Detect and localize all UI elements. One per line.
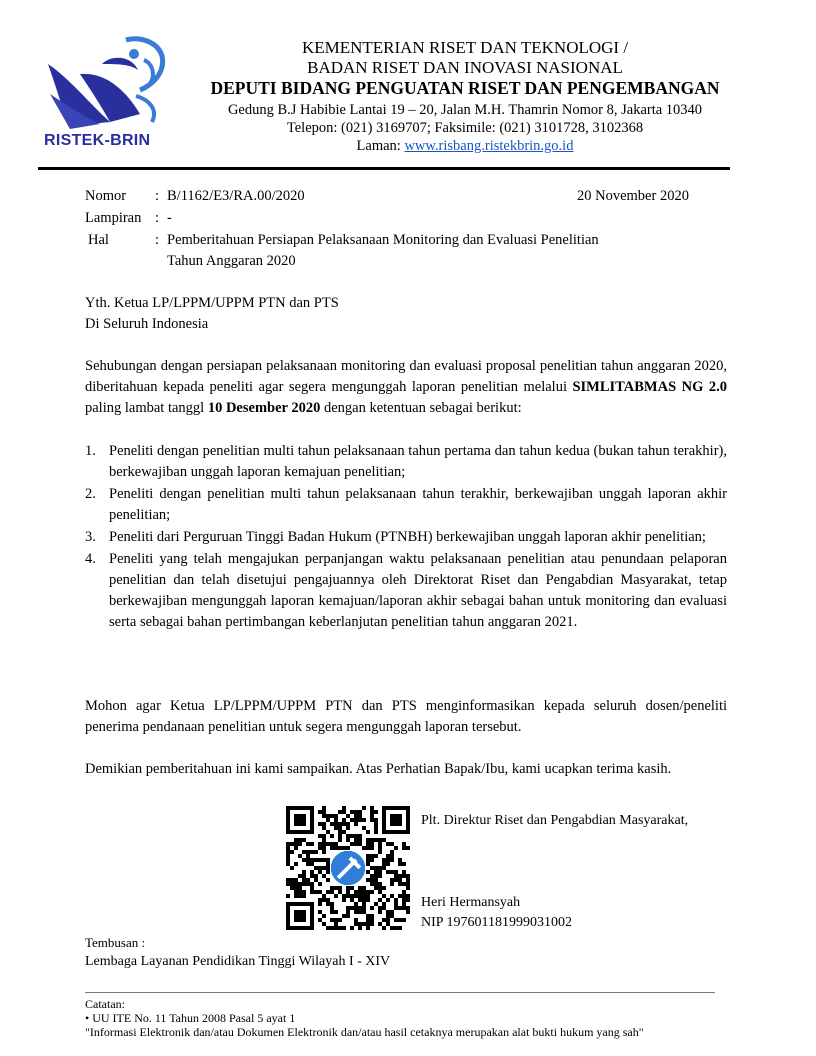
list-item-number: 3. xyxy=(85,529,96,545)
lampiran-label: Lampiran xyxy=(85,210,142,226)
footer-divider xyxy=(85,992,715,993)
list-item-number: 4. xyxy=(85,551,96,567)
intro-text-1: Sehubungan dengan persiapan pelaksanaan monitoring dan evaluasi proposal penelitian tahun anggaran 2020, diberitahuan kepada peneliti agar segera mengunggah laporan penelitian melalui xyxy=(85,358,727,395)
hal-colon: : xyxy=(155,232,160,248)
intro-system-name: SIMLITABMAS NG 2.0 xyxy=(572,379,727,395)
lampiran-value: - xyxy=(167,210,172,226)
logo-text: RISTEK-BRIN xyxy=(44,132,151,149)
footer-label: Catatan: xyxy=(85,997,125,1011)
nomor-colon: : xyxy=(155,188,160,204)
lampiran-colon: : xyxy=(155,210,160,226)
list-item xyxy=(85,441,727,483)
header-website xyxy=(160,137,770,156)
qr-code xyxy=(286,806,410,930)
letter-date: 20 November 2020 xyxy=(577,188,689,204)
intro-paragraph xyxy=(85,356,727,419)
list-item-text: Peneliti dengan penelitian multi tahun pelaksanaan tahun pertama dan tahun kedua (bukan tahun terakhir), berkewajiban unggah laporan kemajuan penelitian; xyxy=(109,443,727,480)
website-label: Laman: xyxy=(356,138,405,154)
cc-value: Lembaga Layanan Pendidikan Tinggi Wilayah I - XIV xyxy=(85,954,391,969)
ristek-brin-logo xyxy=(40,34,170,152)
header-divider xyxy=(38,167,730,170)
list-item-number: 2. xyxy=(85,486,96,502)
footer-law-quote: "Informasi Elektronik dan/atau Dokumen Elektronik dan/atau hasil cetaknya merupakan alat bukti hukum yang sah" xyxy=(85,1025,644,1039)
signatory-name: Heri Hermansyah xyxy=(421,895,521,910)
requirements-list xyxy=(85,441,727,634)
list-item xyxy=(85,484,727,526)
hal-label: Hal xyxy=(88,232,109,248)
nomor-label: Nomor xyxy=(85,188,127,204)
footer-law-reference: • UU ITE No. 11 Tahun 2008 Pasal 5 ayat 1 xyxy=(85,1011,296,1025)
header-phone: Telepon: (021) 3169707; Faksimile: (021) 3101728, 3102368 xyxy=(286,120,644,136)
request-paragraph: Mohon agar Ketua LP/LPPM/UPPM PTN dan PTS menginformasikan kepada seluruh dosen/peneliti penerima pendanaan penelitian untuk segera mengunggah laporan tersebut. xyxy=(85,698,727,735)
signatory-nip: NIP 197601181999031002 xyxy=(421,915,573,930)
recipient-line2: Di Seluruh Indonesia xyxy=(85,316,209,332)
closing-paragraph: Demikian pemberitahuan ini kami sampaikan. Atas Perhatian Bapak/Ibu, kami ucapkan terima kasih. xyxy=(85,761,672,777)
nomor-value: B/1162/E3/RA.00/2020 xyxy=(167,188,305,204)
website-link[interactable]: www.risbang.ristekbrin.go.id xyxy=(404,138,574,154)
intro-deadline: 10 Desember 2020 xyxy=(207,400,321,416)
header-deputy-line: DEPUTI BIDANG PENGUATAN RISET DAN PENGEMBANGAN xyxy=(210,78,720,98)
recipient-line1: Yth. Ketua LP/LPPM/UPPM PTN dan PTS xyxy=(85,295,339,311)
hal-value-line2: Tahun Anggaran 2020 xyxy=(167,253,296,269)
header-address: Gedung B.J Habibie Lantai 19 – 20, Jalan M.H. Thamrin Nomor 8, Jakarta 10340 xyxy=(227,102,703,118)
intro-text-2: paling lambat tanggl xyxy=(85,400,208,416)
list-item-text: Peneliti yang telah mengajukan perpanjangan waktu pelaksanaan penelitian atau penundaan pelaporan penelitian dan telah disetujui pengajuannya oleh Direktorat Riset dan Pengabdian Masyarakat, tetap berkewajiban mengunggah laporan kemajuan/laporan akhir sebagai bahan untuk monitoring dan evaluasi serta sebagai bahan pertimbangan keberlanjutan penelitian tahun anggaran 2021. xyxy=(109,551,727,630)
list-item xyxy=(85,527,727,548)
header-ministry-line: KEMENTERIAN RISET DAN TEKNOLOGI / xyxy=(301,38,629,57)
qr-code-icon xyxy=(286,806,410,930)
header-agency-line: BADAN RISET DAN INOVASI NASIONAL xyxy=(307,58,623,77)
list-item-text: Peneliti dengan penelitian multi tahun pelaksanaan tahun terakhir, berkewajiban unggah laporan akhir penelitian; xyxy=(109,486,727,523)
hal-value-line1: Pemberitahuan Persiapan Pelaksanaan Monitoring dan Evaluasi Penelitian xyxy=(167,232,599,248)
list-item-number: 1. xyxy=(85,443,96,459)
cc-label: Tembusan : xyxy=(85,935,146,950)
intro-text-3: dengan ketentuan sebagai berikut: xyxy=(320,400,522,416)
list-item-text: Peneliti dari Perguruan Tinggi Badan Hukum (PTNBH) berkewajiban unggah laporan akhir penelitian; xyxy=(109,529,706,545)
signatory-title: Plt. Direktur Riset dan Pengabdian Masyarakat, xyxy=(421,813,689,828)
list-item xyxy=(85,549,727,633)
